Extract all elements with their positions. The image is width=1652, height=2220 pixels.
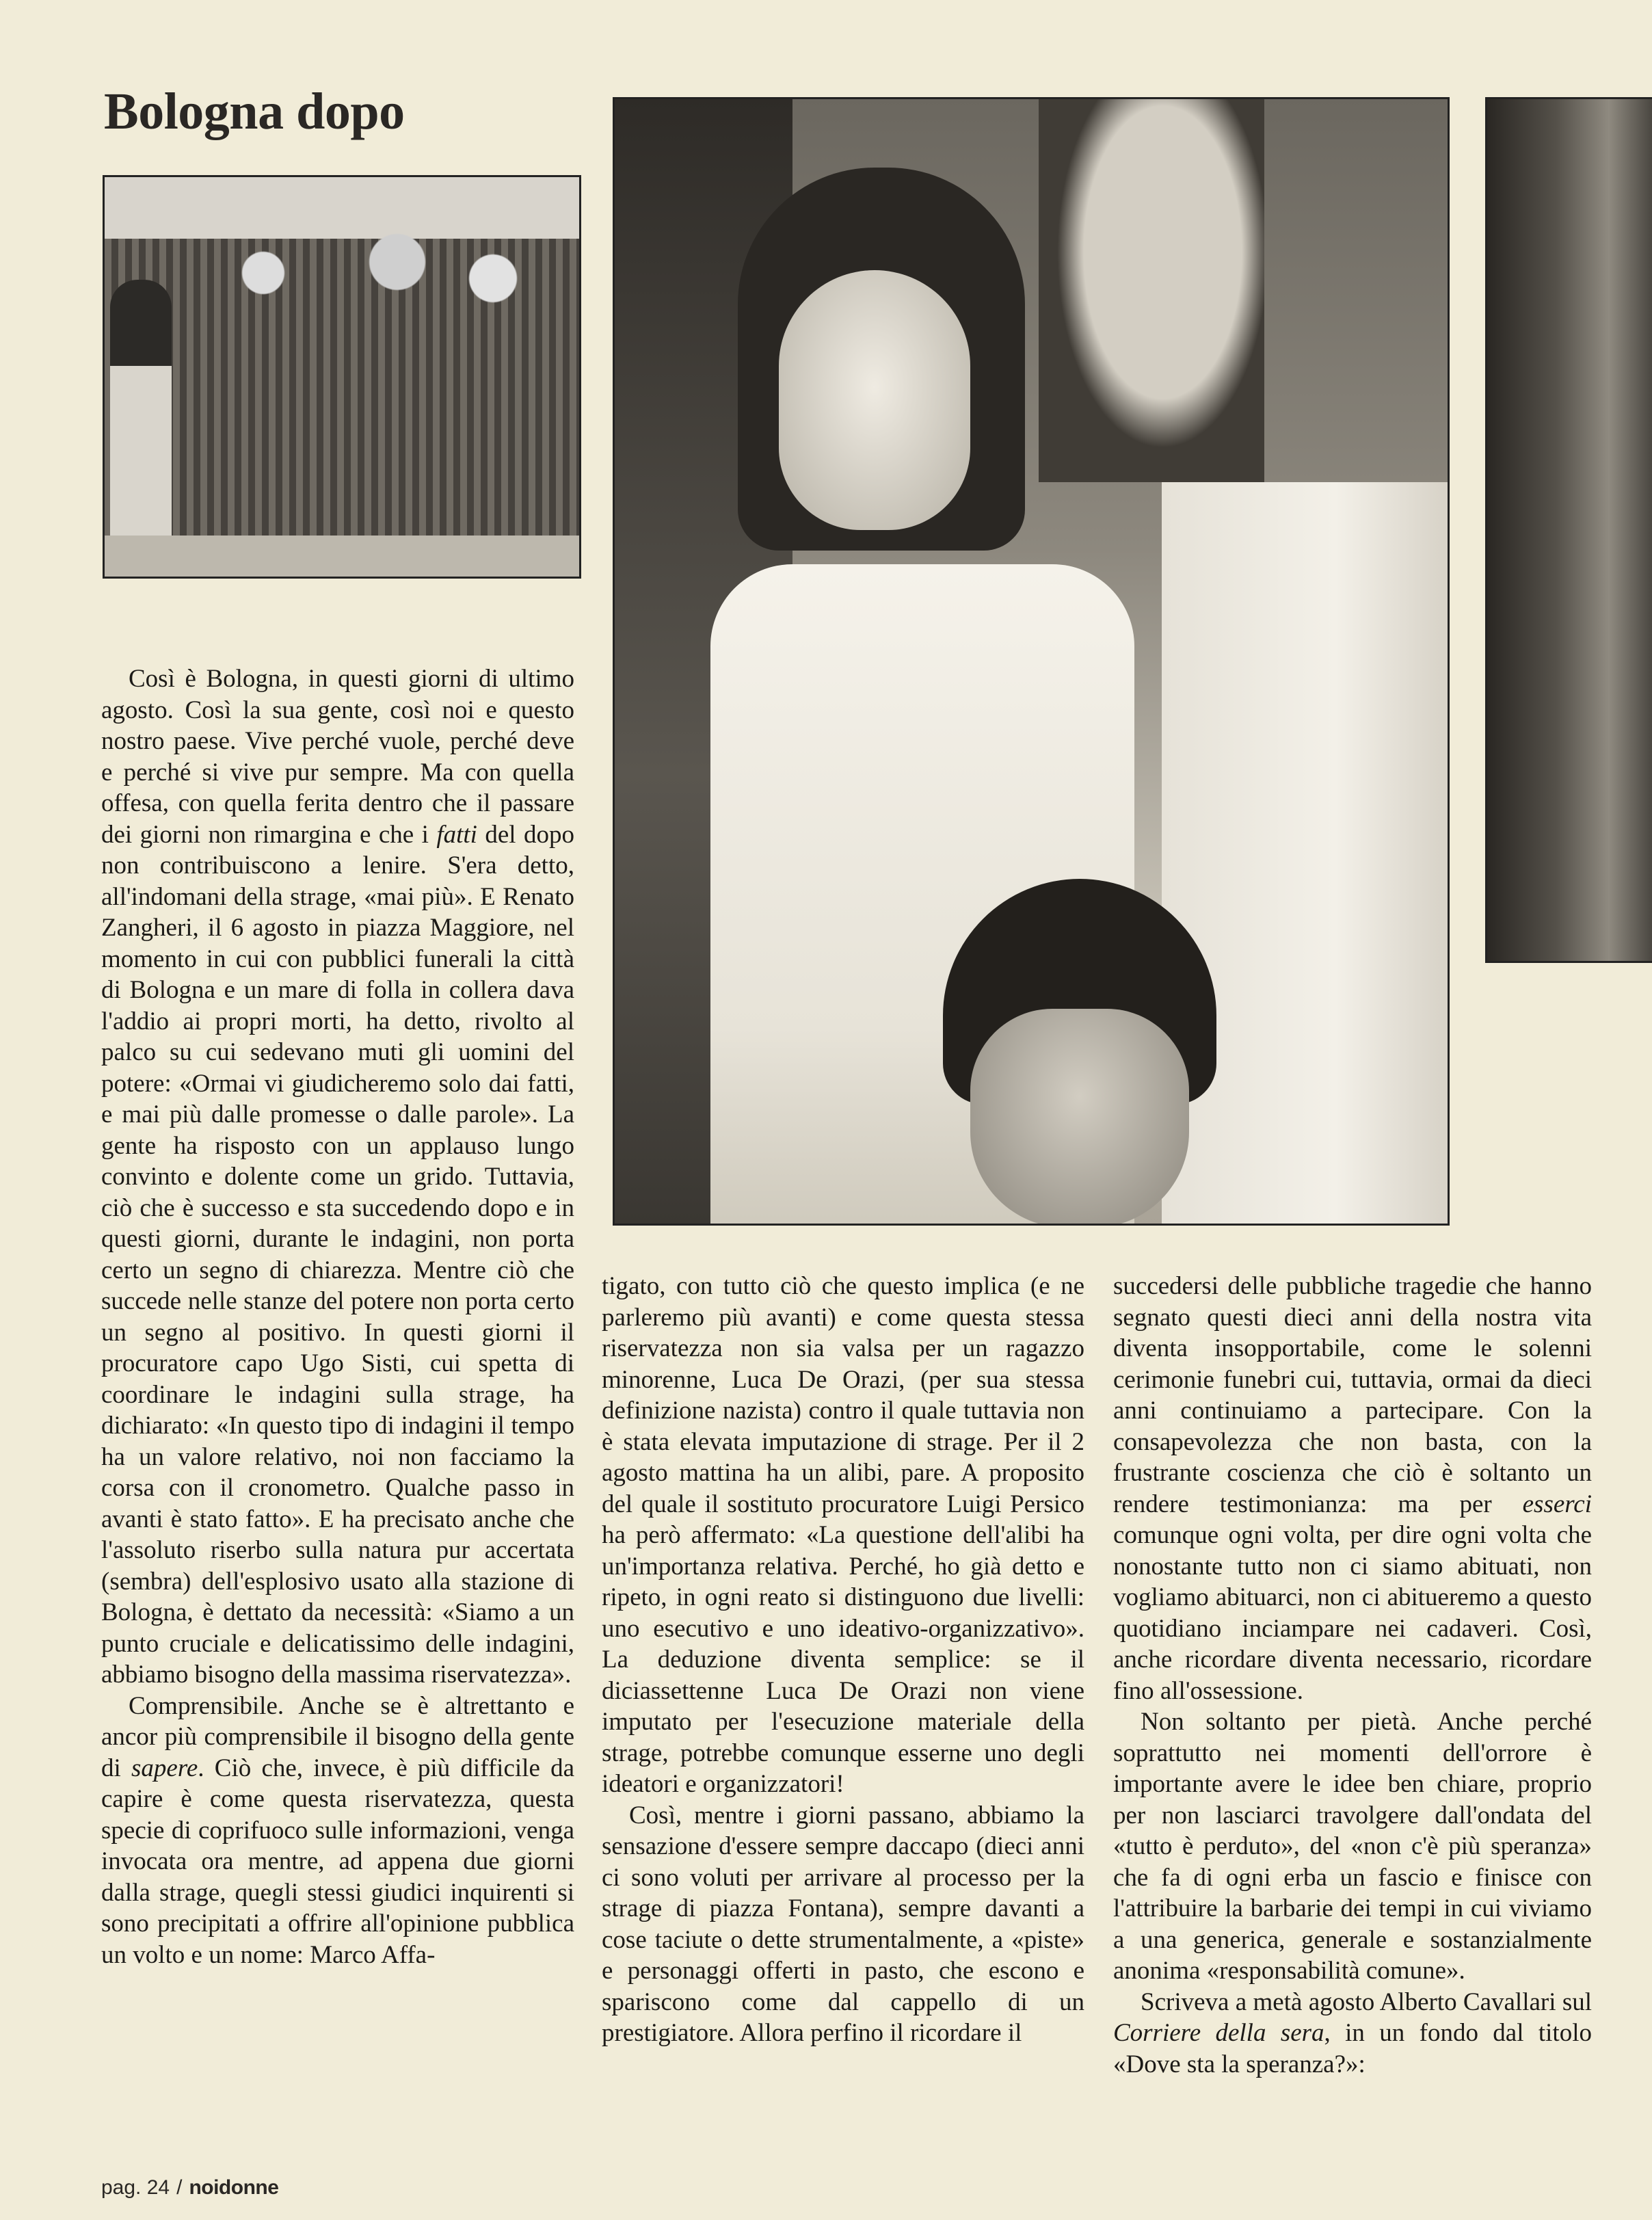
- article-title: Bologna dopo: [104, 83, 405, 140]
- photo-child-face: [970, 1009, 1189, 1226]
- article-column-2: [602, 1271, 1084, 2049]
- magazine-name: noidonne: [189, 2176, 279, 2199]
- paragraph: Così, mentre i giorni passano, abbiamo la sensazione d'essere sempre daccapo (dieci anni ci sono voluti per arrivare al processo per la strage di piazza Fontana), sempre davanti a cose taciute o dette strumentalmente, a «piste» e personaggi offerti in pasto, che escono e spariscono come dal cappello di un prestigiatore. Allora perfino il ricordare il: [602, 1801, 1084, 2047]
- article-column-1: [101, 663, 574, 1970]
- memorial-photo: [103, 175, 581, 579]
- paragraph: Comprensibile. Anche se è altrettanto e ancor più comprensibile il bisogno della gente di sapere. Ciò che, invece, è più difficile da capire è come questa riservatezza, questa specie di coprifuoco sulle informazioni, venga invocata ora mentre, ad appena due giorni dalla strage, quegli stessi giudici inquirenti si sono precipitati a offrire all'opinione pubblica un volto e un nome: Marco Affa-: [101, 1691, 575, 1969]
- paragraph: Così è Bologna, in questi giorni di ultimo agosto. Così la sua gente, così noi e questo nostro paese. Vive perché vuole, perché deve e perché si vive pur sempre. Ma con quella offesa, con quella ferita dentro che il passare dei giorni non rimargina e che i fatti del dopo non contribuiscono a lenire. S'era detto, all'indomani della strage, «mai più». E Renato Zangheri, il 6 agosto in piazza Maggiore, nel momento in cui con pubblici funerali la città di Bologna e un mare di folla in collera dava l'addio ai propri morti, ha detto, rivolto al palco su cui sedevano muti gli uomini del potere: «Ormai vi giudicheremo solo dai fatti, e mai più dalle promesse o dalle parole». La gente ha risposto con un applauso lungo convinto e dolente come un grido. Tuttavia, ciò che è successo e sta succedendo dopo e in questi giorni, durante le indagini, non porta certo un segno di chiarezza. Mentre ciò che succede nelle stanze del potere non porta certo un segno al positivo. In questi giorni il procuratore capo Ugo Sisti, cui spetta di coordinare le indagini sulla strage, ha dichiarato: «In questo tipo di indagini il tempo ha un valore relativo, noi non facciamo la corsa con il cronometro. Qualche passo in avanti è stato fatto». E ha precisato anche che l'assoluto riserbo sulla natura pur accertata (sembra) dell'esplosivo usato alla stazione di Bologna, è dettato da necessità: «Siamo a un punto cruciale e delicatissimo delle indagini, abbiamo bisogno della massima riservatezza».: [101, 665, 575, 1689]
- article-column-3: [1113, 1271, 1592, 2080]
- paragraph: Scriveva a metà agosto Alberto Cavallari sul Corriere della sera, in un fondo dal titolo «Dove sta la speranza?»:: [1113, 1987, 1592, 2078]
- photo-flowers: [187, 218, 570, 328]
- photo-man-face: [1039, 99, 1264, 482]
- paragraph: succedersi delle pubbliche tragedie che hanno segnato questi dieci anni della nostra vita diventa insopportabile, come le solenni cerimonie funebri cui, tuttavia, ormai da dieci anni continuiamo a partecipare. Con la consapevolezza che non basta, con la frustrante coscienza che ciò è soltanto un rendere testimonianza: ma per esserci comunque ogni volta, per dire ogni volta che nonostante tutto non ci siamo abituati, non vogliamo abituarci, non ci abitueremo a questo quotidiano inciampare nei cadaveri. Così, anche ricordare diventa necessario, ricordare fino all'ossessione.: [1113, 1272, 1592, 1705]
- paragraph: Non soltanto per pietà. Anche perché soprattutto nei momenti dell'orrore è importante avere le idee ben chiare, proprio per non lasciarci travolgere dall'ondata del «tutto è perduto», del «non c'è più speranza» che fa di ogni erba un fascio e finisce con l'attribuire la barbarie dei tempi in cui viviamo a una generica, generale e sostanzialmente anonima «responsabilità comune».: [1113, 1708, 1592, 1985]
- paragraph: tigato, con tutto ciò che questo implica (e ne parleremo più avanti) e come questa stessa riservatezza non sia valsa per un ragazzo minorenne, Luca De Orazi, (per sua stessa definizione nazista) contro il quale tuttavia non è stata elevata imputazione di strage. Per il 2 agosto mattina ha un alibi, pare. A proposito del quale il sostituto procuratore Luigi Persico ha però affermato: «La questione dell'alibi ha un'importanza relativa. Perché, ho già detto e ripeto, in ogni reato si distinguono due livelli: uno esecutivo e uno ideativo-organizzativo». La deduzione diventa semplice: se il diciassettenne Luca De Orazi non viene imputato per l'esecuzione materiale della strage, potrebbe comunque esserne uno degli ideatori e organizzatori!: [602, 1272, 1084, 1798]
- page-number: pag. 24: [101, 2176, 170, 2199]
- photo-man-shirt: [1162, 482, 1450, 1226]
- page-footer: [101, 2176, 278, 2199]
- partial-photo: [1485, 97, 1652, 963]
- photo-woman-face: [779, 270, 970, 530]
- photo-woman-figure: [110, 280, 172, 567]
- photo-ground: [105, 536, 579, 577]
- footer-separator: /: [176, 2176, 183, 2199]
- crowd-photo: [613, 97, 1450, 1226]
